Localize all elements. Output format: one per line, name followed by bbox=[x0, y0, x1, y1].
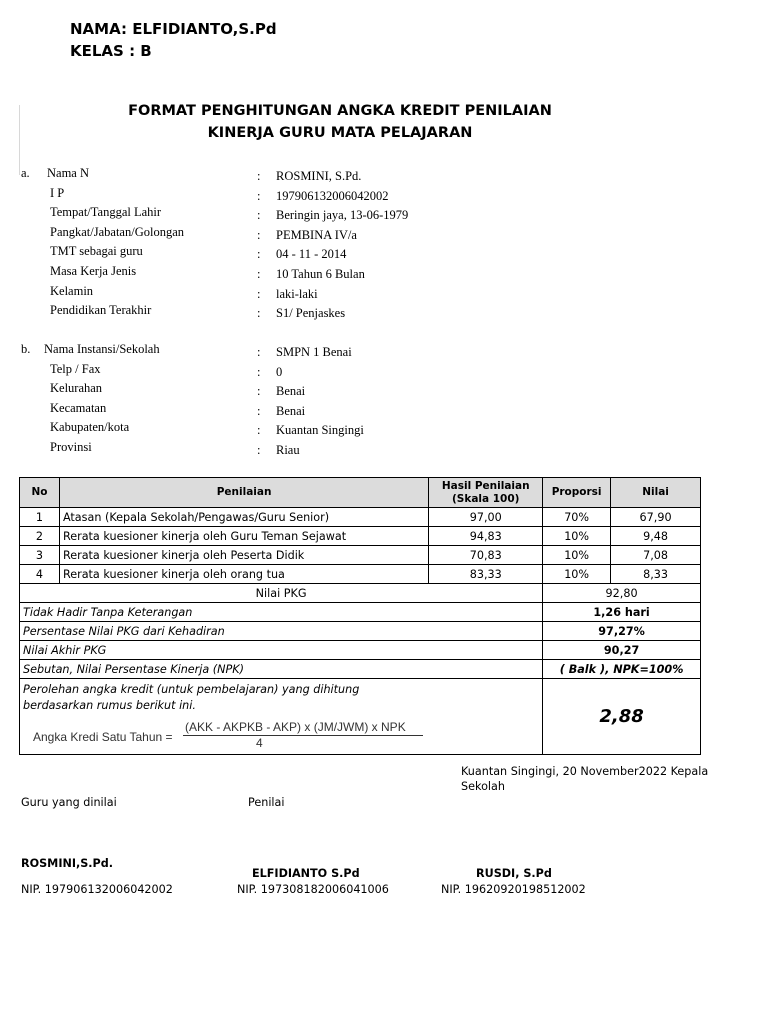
formula-numerator: (AKK - AKPKB - AKP) x (JM/JWM) x NPK bbox=[185, 720, 406, 734]
document-title-line1: FORMAT PENGHITUNGAN ANGKA KREDIT PENILAIAN bbox=[128, 103, 552, 119]
persentase-row bbox=[20, 622, 701, 641]
section-a-marker: a. bbox=[21, 166, 30, 180]
field-colon: : bbox=[257, 247, 261, 262]
tidak-hadir-label: Tidak Hadir Tanpa Keterangan bbox=[20, 603, 543, 622]
row-proporsi: 70% bbox=[543, 508, 611, 527]
formula-block bbox=[23, 682, 539, 752]
kepsek-name: RUSDI, S.Pd bbox=[476, 867, 552, 880]
field-value: 0 bbox=[276, 364, 283, 379]
field-value: Benai bbox=[276, 384, 306, 399]
sebutan-value: ( Balk ), NPK=100% bbox=[543, 660, 701, 679]
field-label: Provinsi bbox=[50, 440, 92, 454]
field-value: ROSMINI, S.Pd. bbox=[276, 169, 362, 183]
row-nilai: 9,48 bbox=[611, 527, 701, 546]
persentase-label: Persentase Nilai PKG dari Kehadiran bbox=[20, 622, 543, 641]
field-colon: : bbox=[257, 286, 261, 301]
field-label: TMT sebagai guru bbox=[50, 244, 143, 259]
perolehan-text-line2: berdasarkan rumus berikut ini. bbox=[23, 699, 196, 712]
field-value: Kuantan Singingi bbox=[276, 423, 364, 438]
penilai-name: ELFIDIANTO S.Pd bbox=[252, 867, 360, 880]
row-proporsi: 10% bbox=[543, 546, 611, 565]
field-colon: : bbox=[257, 423, 261, 438]
header-nilai: Nilai bbox=[611, 478, 701, 508]
field-colon: : bbox=[257, 403, 261, 418]
row-penilaian: Rerata kuesioner kinerja oleh orang tua bbox=[59, 565, 428, 584]
row-hasil: 83,33 bbox=[429, 565, 543, 584]
tidak-hadir-value: 1,26 hari bbox=[543, 603, 701, 622]
row-penilaian: Atasan (Kepala Sekolah/Pengawas/Guru Senior) bbox=[59, 508, 428, 527]
student-class: KELAS : B bbox=[70, 42, 152, 60]
formula-denominator: 4 bbox=[256, 736, 263, 750]
field-label: Kabupaten/kota bbox=[50, 420, 130, 435]
field-label: Pangkat/Jabatan/Golongan bbox=[50, 224, 184, 239]
kepsek-nip: NIP. 19620920198512002 bbox=[441, 883, 586, 896]
field-colon: : bbox=[257, 208, 261, 223]
row-penilaian: Rerata kuesioner kinerja oleh Guru Teman Sejawat bbox=[59, 527, 428, 546]
header-proporsi: Proporsi bbox=[543, 478, 611, 508]
nilai-pkg-value: 92,80 bbox=[543, 584, 701, 603]
field-colon: : bbox=[257, 188, 261, 203]
persentase-value: 97,27% bbox=[543, 622, 701, 641]
table-row bbox=[20, 527, 701, 546]
nilai-pkg-row bbox=[20, 584, 701, 603]
nilai-pkg-label: Nilai PKG bbox=[20, 584, 543, 603]
header-no: No bbox=[20, 478, 60, 508]
field-colon: : bbox=[257, 384, 261, 399]
row-no: 2 bbox=[20, 527, 60, 546]
field-label: Nama Instansi/Sekolah bbox=[44, 342, 160, 356]
nilai-akhir-label: Nilai Akhir PKG bbox=[20, 641, 543, 660]
row-no: 3 bbox=[20, 546, 60, 565]
penilai-nip: NIP. 197308182006041006 bbox=[237, 883, 389, 896]
field-label: Pendidikan Terakhir bbox=[50, 303, 152, 318]
field-value: S1/ Penjaskes bbox=[276, 306, 346, 321]
field-value: Beringin jaya, 13-06-1979 bbox=[276, 208, 409, 223]
field-value: laki-laki bbox=[276, 286, 318, 301]
tidak-hadir-row bbox=[20, 603, 701, 622]
nilai-akhir-value: 90,27 bbox=[543, 641, 701, 660]
place-date-line2: Sekolah bbox=[461, 780, 505, 793]
angka-kredit-row bbox=[20, 679, 701, 755]
row-no: 1 bbox=[20, 508, 60, 527]
row-no: 4 bbox=[20, 565, 60, 584]
table-row bbox=[20, 546, 701, 565]
row-nilai: 7,08 bbox=[611, 546, 701, 565]
field-value: PEMBINA IV/a bbox=[276, 227, 357, 242]
field-colon: : bbox=[257, 345, 261, 359]
fraction-bar bbox=[183, 735, 423, 736]
angka-kredit-value: 2,88 bbox=[543, 679, 701, 755]
field-value: SMPN 1 Benai bbox=[276, 345, 352, 359]
field-colon: : bbox=[257, 443, 261, 457]
field-value: 04 - 11 - 2014 bbox=[276, 247, 347, 262]
assessment-table bbox=[19, 477, 701, 755]
field-label: Nama N bbox=[47, 166, 89, 180]
row-proporsi: 10% bbox=[543, 565, 611, 584]
formula-lhs: Angka Kredi Satu Tahun = bbox=[33, 730, 173, 744]
field-colon: : bbox=[257, 364, 261, 379]
perolehan-text-line1: Perolehan angka kredit (untuk pembelajaran) yang dihitung bbox=[23, 683, 360, 696]
guru-nip: NIP. 197906132006042002 bbox=[21, 883, 173, 896]
field-value: 197906132006042002 bbox=[276, 188, 389, 203]
header-hasil bbox=[429, 478, 543, 508]
field-colon: : bbox=[257, 227, 261, 242]
formula-cell bbox=[20, 679, 543, 755]
sebutan-label: Sebutan, Nilai Persentase Kinerja (NPK) bbox=[20, 660, 543, 679]
row-hasil: 94,83 bbox=[429, 527, 543, 546]
header-hasil-line1: Hasil Penilaian bbox=[441, 479, 530, 492]
field-label: Kecamatan bbox=[50, 400, 107, 415]
row-nilai: 67,90 bbox=[611, 508, 701, 527]
row-hasil: 97,00 bbox=[429, 508, 543, 527]
section-b-marker: b. bbox=[21, 342, 31, 356]
field-label: Kelurahan bbox=[50, 381, 103, 396]
header-penilaian: Penilaian bbox=[59, 478, 428, 508]
place-date: Kuantan Singingi, 20 November2022 Kepala bbox=[461, 765, 709, 778]
row-nilai: 8,33 bbox=[611, 565, 701, 584]
header-hasil-line2: (Skala 100) bbox=[451, 492, 520, 505]
guru-label: Guru yang dinilai bbox=[21, 796, 117, 809]
field-value: 10 Tahun 6 Bulan bbox=[276, 267, 365, 281]
field-label: I P bbox=[50, 185, 65, 200]
table-row bbox=[20, 565, 701, 584]
sebutan-row bbox=[20, 660, 701, 679]
field-label: Telp / Fax bbox=[50, 361, 101, 376]
row-penilaian: Rerata kuesioner kinerja oleh Peserta Didik bbox=[59, 546, 428, 565]
field-label: Tempat/Tanggal Lahir bbox=[50, 205, 162, 220]
row-hasil: 70,83 bbox=[429, 546, 543, 565]
guru-name: ROSMINI,S.Pd. bbox=[21, 857, 114, 870]
field-label: Masa Kerja Jenis bbox=[50, 264, 137, 278]
nilai-akhir-row bbox=[20, 641, 701, 660]
table-row bbox=[20, 508, 701, 527]
field-value: Benai bbox=[276, 403, 306, 418]
field-colon: : bbox=[257, 169, 261, 183]
table-header-row bbox=[20, 478, 701, 508]
penilai-label: Penilai bbox=[248, 796, 285, 809]
row-proporsi: 10% bbox=[543, 527, 611, 546]
field-label: Kelamin bbox=[50, 283, 94, 298]
document-title-line2: KINERJA GURU MATA PELAJARAN bbox=[207, 125, 473, 141]
field-value: Riau bbox=[276, 443, 300, 457]
field-colon: : bbox=[257, 306, 261, 321]
field-colon: : bbox=[257, 267, 261, 281]
student-name: NAMA: ELFIDIANTO,S.Pd bbox=[70, 20, 277, 38]
